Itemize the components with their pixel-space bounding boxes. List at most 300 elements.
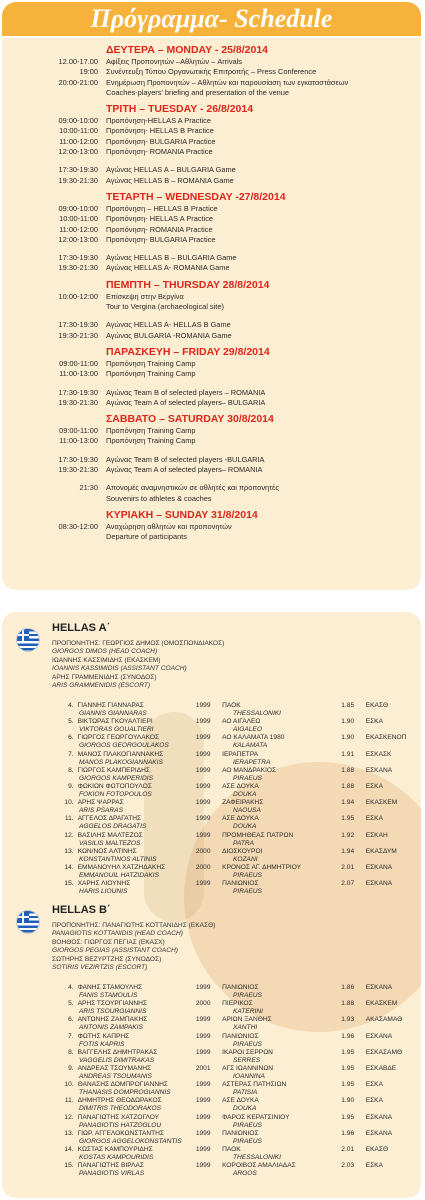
spacer [52, 1057, 79, 1065]
birth-year: 1999 [195, 1048, 211, 1056]
player-row [52, 767, 421, 775]
schedule-row [2, 398, 421, 408]
player-name-latin: GIANNIS GIANNARAS [79, 710, 147, 718]
birth-year: 2000 [195, 1000, 211, 1008]
event-description: Αγώνας HELLAS A- HELLAS B Game [106, 320, 231, 330]
spacer [205, 742, 233, 750]
spacer [205, 1008, 233, 1016]
time-slot: 19:30-21:30 [58, 175, 98, 185]
player-height: 1.95 [341, 1048, 355, 1056]
player-row [52, 1081, 421, 1089]
event-description: Επίσκεψη στην Βεργίνα [106, 291, 184, 301]
player-name: ΓΙΩΡ. ΑΓΓΕΛΟΚΩΝΣΤΑΝΤΗΣ [77, 1129, 165, 1137]
player-association: ΕΣΚΑ [365, 1162, 383, 1170]
player-name: ΓΙΩΡΓΟΣ ΚΑΜΠΕΡΙΔΗΣ [77, 766, 150, 774]
player-height: 1.95 [341, 1064, 355, 1072]
player-name-latin: VASILIS MALTEZOS [79, 839, 141, 847]
club-name: ΑΣΕ ΔΟΥΚΑ [222, 782, 259, 790]
time-slot: 10:00-11:00 [59, 214, 98, 224]
staff-line: ΙΩΑΝΝΗΣ ΚΑΣΣΙΜΙΔΗΣ (ΕΚΑΣΚΕΜ) [52, 656, 161, 664]
schedule-row [2, 88, 421, 98]
spacer [2, 475, 421, 483]
player-name-latin: AGGELOS DRAGATIS [79, 823, 147, 831]
player-row [52, 1049, 421, 1057]
spacer [205, 775, 233, 783]
club-city: PATISIA [233, 1089, 258, 1097]
birth-year: 1999 [195, 1032, 211, 1040]
spacer [52, 759, 79, 767]
player-roster [52, 984, 421, 1178]
title-bar [2, 2, 421, 38]
player-height: 1.86 [341, 984, 355, 991]
club-name: ΠΑΝΙΩΝΙΟΣ [222, 1032, 259, 1040]
spacer [205, 872, 233, 880]
spacer [205, 1073, 233, 1081]
player-association: ΕΚΑΣΔΥΜ [365, 847, 397, 855]
player-name-latin: PANAGIOTIS HATZOGLOU [79, 1121, 162, 1129]
event-description: Departure of participants [106, 532, 187, 542]
player-height: 1.90 [341, 718, 355, 726]
player-number: 11. [64, 1097, 74, 1105]
time-slot: 11:00-13:00 [59, 369, 98, 379]
player-name-latin: FOKION FOTOPOULOS [79, 791, 152, 799]
player-name-latin: GIORGOS GEORGOULAKOS [79, 742, 169, 750]
club-city: PIRAEUS [233, 1040, 262, 1048]
time-slot: 09:00-10:00 [58, 116, 98, 126]
spacer [52, 1089, 79, 1097]
spacer [52, 872, 79, 880]
player-row-latin [52, 1089, 421, 1097]
player-name-latin: HARIS LIOUNIS [79, 888, 128, 896]
time-slot: 11:00-12:00 [59, 136, 98, 146]
schedule-row [2, 426, 421, 436]
player-row-latin [52, 1154, 421, 1162]
birth-year: 1999 [195, 702, 211, 709]
player-row [52, 815, 421, 823]
club-name: ΖΑΦΕΙΡΑΚΗΣ [222, 799, 264, 807]
event-description: Προπόνηση- BULGARIA Practice [106, 136, 216, 146]
event-description: Αγώνας Team A of selected players– BULGARIA [106, 397, 266, 407]
spacer [52, 775, 79, 783]
player-name-latin: MANOS PLAKOGIANNAKIS [79, 758, 163, 766]
club-name: ΔΙΟΣΚΟΥΡΟΙ [222, 847, 263, 855]
spacer [52, 856, 79, 864]
player-row-latin [52, 1170, 421, 1178]
time-slot: 19:30-21:30 [58, 263, 98, 273]
player-number: 9. [68, 1064, 74, 1072]
time-slot: 12:00-13:00 [58, 147, 98, 157]
club-city: PATRA [233, 839, 255, 847]
player-number: 15. [64, 880, 74, 888]
club-city: KOZANI [233, 855, 258, 863]
player-number: 7. [68, 1032, 74, 1040]
player-row [52, 1162, 421, 1170]
player-association: ΕΣΚΑΝΑ [365, 863, 393, 871]
day-heading: ΠΑΡΑΣΚΕΥΗ – FRIDAY 29/8/2014 [106, 345, 270, 358]
player-name-latin: VAGGELIS DIMITRAKAS [79, 1056, 155, 1064]
schedule-row [2, 204, 421, 214]
schedule-row [2, 331, 421, 341]
player-association: ΕΚΑΣΚΕΜ [365, 1000, 398, 1008]
event-description: Αναχώρηση αθλητών και προπονητών [106, 521, 232, 531]
player-row [52, 734, 421, 742]
spacer [52, 992, 79, 1000]
club-city: PIRAEUS [233, 774, 262, 782]
player-row-latin [52, 992, 421, 1000]
player-row-latin [52, 1122, 421, 1130]
spacer [52, 1138, 79, 1146]
player-number: 9. [68, 782, 74, 790]
birth-year: 1999 [195, 1162, 211, 1170]
player-association: ΕΣΚΑ [365, 718, 383, 726]
staff-line: ΑΡΗΣ ΓΡΑΜΜΕΝΙΔΗΣ (ΣΥΝΟΔΟΣ) [52, 673, 157, 681]
player-height: 1.95 [341, 815, 355, 823]
player-height: 1.90 [341, 734, 355, 742]
player-row [52, 1097, 421, 1105]
event-description: Προπόνηση-HELLAS A Practice [106, 116, 211, 126]
staff-line: ΠΡΟΠΟΝΗΤΗΣ: ΠΑΝΑΓΙΩΤΗΣ ΚΟΤΤΑΝΙΔΗΣ (ΕΚΑΣΘ) [52, 922, 216, 929]
club-name: ΑΡΙΩΝ ΞΑΝΘΗΣ [222, 1016, 272, 1024]
schedule-row [2, 483, 421, 493]
event-description: Προπόνηση- HELLAS A Practice [106, 214, 214, 224]
club-name: ΑΣΕ ΔΟΥΚΑ [222, 815, 259, 823]
schedule-row [2, 292, 421, 302]
schedule-row [2, 57, 421, 67]
player-height: 1.94 [341, 799, 355, 807]
player-association: ΕΣΚΑΝΑ [365, 880, 393, 888]
schedule-row [2, 465, 421, 475]
spacer [205, 1041, 233, 1049]
birth-year: 1999 [195, 734, 211, 742]
player-name-latin: EMMANOUIL HATZIDAKIS [79, 871, 159, 879]
player-height: 1.95 [341, 1113, 355, 1121]
day-heading: ΔΕΥΤΕΡΑ – MONDAY - 25/8/2014 [106, 44, 269, 56]
schedule-row [2, 263, 421, 273]
birth-year: 2000 [195, 847, 211, 855]
player-name: ΕΜΜΑΝΟΥΗΛ ΧΑΤΖΗΔΑΚΗΣ [77, 863, 166, 871]
player-association: ΕΣΚΑΣΚ [365, 750, 392, 758]
player-row [52, 880, 421, 888]
spacer [205, 759, 233, 767]
spacer [205, 1089, 233, 1097]
player-name: ΑΝΔΡΕΑΣ ΤΣΟΥΜΑΝΗΣ [77, 1064, 152, 1072]
spacer [205, 807, 233, 815]
birth-year: 1999 [195, 1145, 211, 1153]
club-city: DOUKA [233, 791, 257, 799]
player-association: ΕΣΚΑΗ [365, 831, 388, 839]
player-row [52, 718, 421, 726]
club-name: ΑΟ ΚΑΛΑΜΑΤΑ 1980 [222, 734, 285, 742]
player-name-latin: DIMITRIS THEODORAKOS [79, 1105, 162, 1113]
teams-container [2, 612, 421, 1198]
club-city: DOUKA [233, 1105, 257, 1113]
player-row-latin [52, 710, 421, 718]
player-height: 1.95 [341, 1081, 355, 1089]
player-number: 14. [64, 1145, 74, 1153]
time-slot: 11:00-13:00 [59, 436, 98, 446]
club-city: XANTHI [233, 1024, 258, 1032]
player-association: ΕΣΚΑΒΔΕ [365, 1064, 397, 1072]
player-name: ΑΡΗΣ ΤΣΟΥΡΓΙΑΝΝΗΣ [77, 1000, 147, 1008]
schedule-row [2, 126, 421, 136]
club-name: ΚΡΟΝΟΣ ΑΓ. ΔΗΜΗΤΡΙΟΥ [222, 863, 302, 871]
player-association: ΕΣΚΑΝΑ [365, 1032, 393, 1040]
club-name: ΙΚΑΡΟΙ ΣΕΡΡΩΝ [222, 1048, 273, 1056]
player-name: ΒΑΣΙΛΗΣ ΜΑΛΤΕΖΟΣ [77, 831, 143, 839]
spacer [205, 1170, 233, 1178]
spacer [205, 840, 233, 848]
day-heading: ΠΕΜΠΤΗ – THURSDAY 28/8/2014 [106, 278, 270, 291]
schedule-row [2, 235, 421, 245]
birth-year: 2000 [195, 863, 211, 871]
schedule-row [2, 225, 421, 235]
player-name: ΜΑΝΟΣ ΠΛΑΚΟΓΙΑΝΝΑΚΗΣ [77, 750, 164, 758]
player-row-latin [52, 1138, 421, 1146]
spacer [52, 888, 79, 896]
player-name: ΑΡΗΣ ΨΑΡΡΑΣ [77, 799, 124, 807]
schedule-row [2, 522, 421, 532]
player-row-latin [52, 1008, 421, 1016]
player-row-latin [52, 1073, 421, 1081]
player-row-latin [52, 807, 421, 815]
club-city: KATERINI [233, 1008, 263, 1016]
day-heading: ΚΥΡΙΑΚΗ – SUNDAY 31/8/2014 [106, 508, 258, 521]
schedule-row [2, 302, 421, 312]
club-city: PIRAEUS [233, 1137, 262, 1145]
day-heading: ΤΡΙΤΗ – TUESDAY - 26/8/2014 [106, 103, 254, 116]
birth-year: 1999 [195, 1097, 211, 1105]
time-slot: 17:30-19:30 [58, 320, 98, 330]
player-association: ΕΣΚΑ [365, 1081, 383, 1089]
player-row-latin [52, 759, 421, 767]
staff-line: PANAGIOTIS KOTTANIDIS (HEAD COACH) [52, 930, 183, 938]
staff-line: ΣΩΤΗΡΗΣ ΒΕΖΥΡΤΖΗΣ (ΣΥΝΟΔΟΣ) [52, 955, 162, 963]
player-association: ΑΚΑΣΑΜΑΘ [365, 1016, 403, 1024]
player-name: ΦΩΚΙΩΝ ΦΩΤΟΠΟΥΛΟΣ [77, 782, 152, 790]
spacer [2, 157, 421, 165]
schedule-row [2, 214, 421, 224]
player-roster [52, 702, 421, 896]
time-slot: 12:00-13:00 [58, 234, 98, 244]
event-description: Αφίξεις Προπονητών –Αθλητών – Arrivals [106, 57, 242, 66]
time-slot: 17:30-19:30 [58, 165, 98, 175]
spacer [52, 840, 79, 848]
time-slot: 10:00-11:00 [59, 126, 98, 136]
time-slot: 19:00 [79, 67, 98, 77]
player-number: 14. [64, 863, 74, 871]
club-city: THESSALONIKI [233, 1153, 282, 1161]
player-row-latin [52, 856, 421, 864]
time-slot: 17:30-19:30 [58, 387, 98, 397]
spacer [52, 742, 79, 750]
time-slot: 19:30-21:30 [58, 465, 98, 475]
player-name-latin: GIORGOS AGGELOKONSTANTIS [79, 1137, 182, 1145]
greek-flag-icon [16, 910, 40, 934]
spacer [52, 726, 79, 734]
player-name-latin: VIKTORAS GOUALTIERI [79, 726, 154, 734]
club-name: ΠΑΝΙΩΝΙΟΣ [222, 880, 259, 888]
player-number: 6. [68, 734, 74, 742]
birth-year: 1999 [195, 718, 211, 726]
player-number: 15. [64, 1162, 74, 1170]
player-number: 12. [64, 1113, 74, 1121]
event-description: Προπόνηση- BULGARIA Practice [106, 234, 216, 244]
club-city: KALAMATA [233, 742, 268, 750]
player-association: ΕΣΚΑ [365, 1097, 383, 1105]
event-description: Προπόνηση Training Camp [106, 436, 196, 446]
event-description: Συνέντευξη Τύπου Οργανωτικής Επιτροπής – Press Conference [106, 67, 317, 77]
club-name: ΙΕΡΑΠΕΤΡΑ [222, 750, 259, 758]
birth-year: 1999 [195, 815, 211, 823]
player-number: 8. [68, 1048, 74, 1056]
event-description: Προπόνηση- ROMANIA Practice [106, 147, 213, 157]
spacer [205, 1105, 233, 1113]
event-description: Αγώνας Team A of selected players– ROMANIA [106, 465, 263, 475]
player-row-latin [52, 823, 421, 831]
player-row [52, 984, 421, 992]
player-row-latin [52, 742, 421, 750]
spacer [205, 726, 233, 734]
player-row-latin [52, 726, 421, 734]
player-row [52, 864, 421, 872]
birth-year: 1999 [195, 799, 211, 807]
spacer [52, 1154, 79, 1162]
club-name: ΑΣΕ ΔΟΥΚΑ [222, 1097, 259, 1105]
club-name: ΑΟ ΜΑΝΔΡΑΚΙΟΣ [222, 766, 277, 774]
event-description: Προπόνηση- ROMANIA Practice [106, 224, 213, 234]
schedule-row [2, 532, 421, 542]
player-row [52, 751, 421, 759]
spacer [205, 1122, 233, 1130]
club-name: ΠΑΝΙΩΝΙΟΣ [222, 984, 259, 991]
time-slot [2, 494, 106, 504]
player-name-latin: KONSTANTINOS ALTINIS [79, 855, 157, 863]
player-row [52, 783, 421, 791]
event-description: Προπόνηση Training Camp [106, 426, 196, 436]
day-heading: ΤΕΤΑΡΤΗ – WEDNESDAY -27/8/2014 [106, 190, 286, 203]
time-slot: 19:30-21:30 [58, 397, 98, 407]
player-name: ΠΑΝΑΓΙΩΤΗΣ ΧΑΤΖΟΓΛΟΥ [77, 1113, 160, 1121]
player-height: 1.85 [341, 702, 355, 709]
player-number: 10. [64, 799, 74, 807]
event-description: Προπόνηση Training Camp [106, 369, 196, 379]
player-association: ΕΣΚΑ [365, 815, 383, 823]
player-name: ΦΑΝΗΣ ΣΤΑΜΟΥΛΗΣ [77, 984, 143, 991]
schedule-row [2, 67, 421, 77]
event-description: Προπόνηση – HELLAS B Practice [106, 203, 218, 213]
player-name-latin: FOTIS KAPRIS [79, 1040, 125, 1048]
birth-year: 1999 [195, 1113, 211, 1121]
time-slot: 17:30-19:30 [58, 253, 98, 263]
spacer [205, 1024, 233, 1032]
team-staff [52, 640, 224, 690]
time-slot: 20:00-21:00 [58, 77, 98, 87]
player-name: ΧΑΡΗΣ ΛΙΟΥΝΗΣ [77, 880, 131, 888]
schedule-row [2, 116, 421, 126]
player-name-latin: ANTONIS ZAMPAKIS [79, 1024, 143, 1032]
spacer [52, 1024, 79, 1032]
player-name-latin: ANDREAS TSOUMANIS [79, 1073, 152, 1081]
player-height: 1.92 [341, 831, 355, 839]
club-city: IOANNINA [233, 1073, 265, 1081]
player-association: ΕΚΑΣΘ [365, 702, 389, 709]
event-description: Αγώνας HELLAS A – BULGARIA Game [106, 165, 236, 175]
staff-line: GIORGOS PEGIAS (ASSISTANT COACH) [52, 947, 178, 955]
time-slot: 09:00-10:00 [58, 203, 98, 213]
greek-flag-icon [16, 628, 40, 652]
schedule-row [2, 388, 421, 398]
teams-panel [2, 612, 421, 1198]
time-slot: 11:00-12:00 [59, 224, 98, 234]
player-height: 2.07 [341, 880, 355, 888]
player-number: 5. [68, 718, 74, 726]
event-description: Προπόνηση- HELLAS B Practice [106, 126, 214, 136]
player-name: ΓΙΑΝΝΗΣ ΓΙΑΝΝΑΡΑΣ [77, 702, 144, 709]
player-association: ΕΣΚΑΝΑ [365, 984, 393, 991]
club-name: ΑΣΤΕΡΑΣ ΠΑΤΗΣΙΩΝ [222, 1081, 287, 1089]
player-height: 1.94 [341, 847, 355, 855]
player-height: 2.03 [341, 1162, 355, 1170]
player-association: ΕΣΚΑ [365, 782, 383, 790]
spacer [52, 710, 79, 718]
birth-year: 1999 [195, 831, 211, 839]
spacer [205, 710, 233, 718]
time-slot: 17:30-19:30 [58, 454, 98, 464]
time-slot: 09:00-11:00 [59, 358, 98, 368]
staff-line: IOANNIS KASSIMIDIS (ASSISTANT COACH) [52, 665, 187, 673]
player-row [52, 1130, 421, 1138]
birth-year: 2001 [195, 1064, 211, 1072]
player-association: ΕΣΚΑΝΑ [365, 766, 393, 774]
player-height: 1.88 [341, 1000, 355, 1008]
player-association: ΕΚΑΣΘ [365, 1145, 389, 1153]
staff-line: ΠΡΟΠΟΝΗΤΗΣ: ΓΕΩΡΓΙΟΣ ΔΗΜΟΣ (ΟΜΟΣΠΟΝΔΙΑΚΟΣ) [52, 640, 225, 647]
club-name: ΠΙΕΡΙΚΟΣ [222, 1000, 253, 1008]
player-association: ΕΣΚΑΝΑ [365, 1113, 393, 1121]
player-number: 7. [68, 750, 74, 758]
club-city: IERAPETRA [233, 758, 271, 766]
event-description: Αγώνας HELLAS B – BULGARIA Game [106, 253, 237, 263]
event-description: Αγώνας Team B of selected players -BULGARIA [106, 454, 265, 464]
spacer [52, 1170, 79, 1178]
spacer [205, 823, 233, 831]
schedule-row [2, 320, 421, 330]
schedule-row [2, 455, 421, 465]
spacer [52, 791, 79, 799]
player-name-latin: ARIS PSARAS [79, 807, 123, 815]
player-name-latin: ARIS TSOURGIANNIS [79, 1008, 147, 1016]
schedule-row [2, 494, 421, 504]
time-slot [2, 532, 106, 542]
event-description: Αγώνας HELLAS B – ROMANIA Game [106, 175, 234, 185]
player-height: 2.01 [341, 1145, 355, 1153]
player-name: ΠΑΝΑΓΙΩΤΗΣ ΒΙΡΛΑΣ [77, 1162, 145, 1170]
schedule-row [2, 78, 421, 88]
staff-line: ARIS GRAMMENIDIS (ESCORT) [52, 682, 151, 690]
time-slot: 10:00-12:00 [58, 291, 98, 301]
club-city: THESSALONIKI [233, 710, 282, 718]
player-association: ΕΚΑΣΚΕΜ [365, 799, 398, 807]
event-description: Αγώνας BULGARIA -ROMANIA Game [106, 330, 232, 340]
player-row [52, 848, 421, 856]
spacer [2, 312, 421, 320]
staff-line: GIORGOS DIMOS (HEAD COACH) [52, 648, 158, 656]
player-row-latin [52, 1024, 421, 1032]
time-slot: 08:30-12:00 [58, 521, 98, 531]
player-number: 4. [68, 702, 74, 709]
flag-cross [17, 916, 29, 918]
player-row [52, 799, 421, 807]
